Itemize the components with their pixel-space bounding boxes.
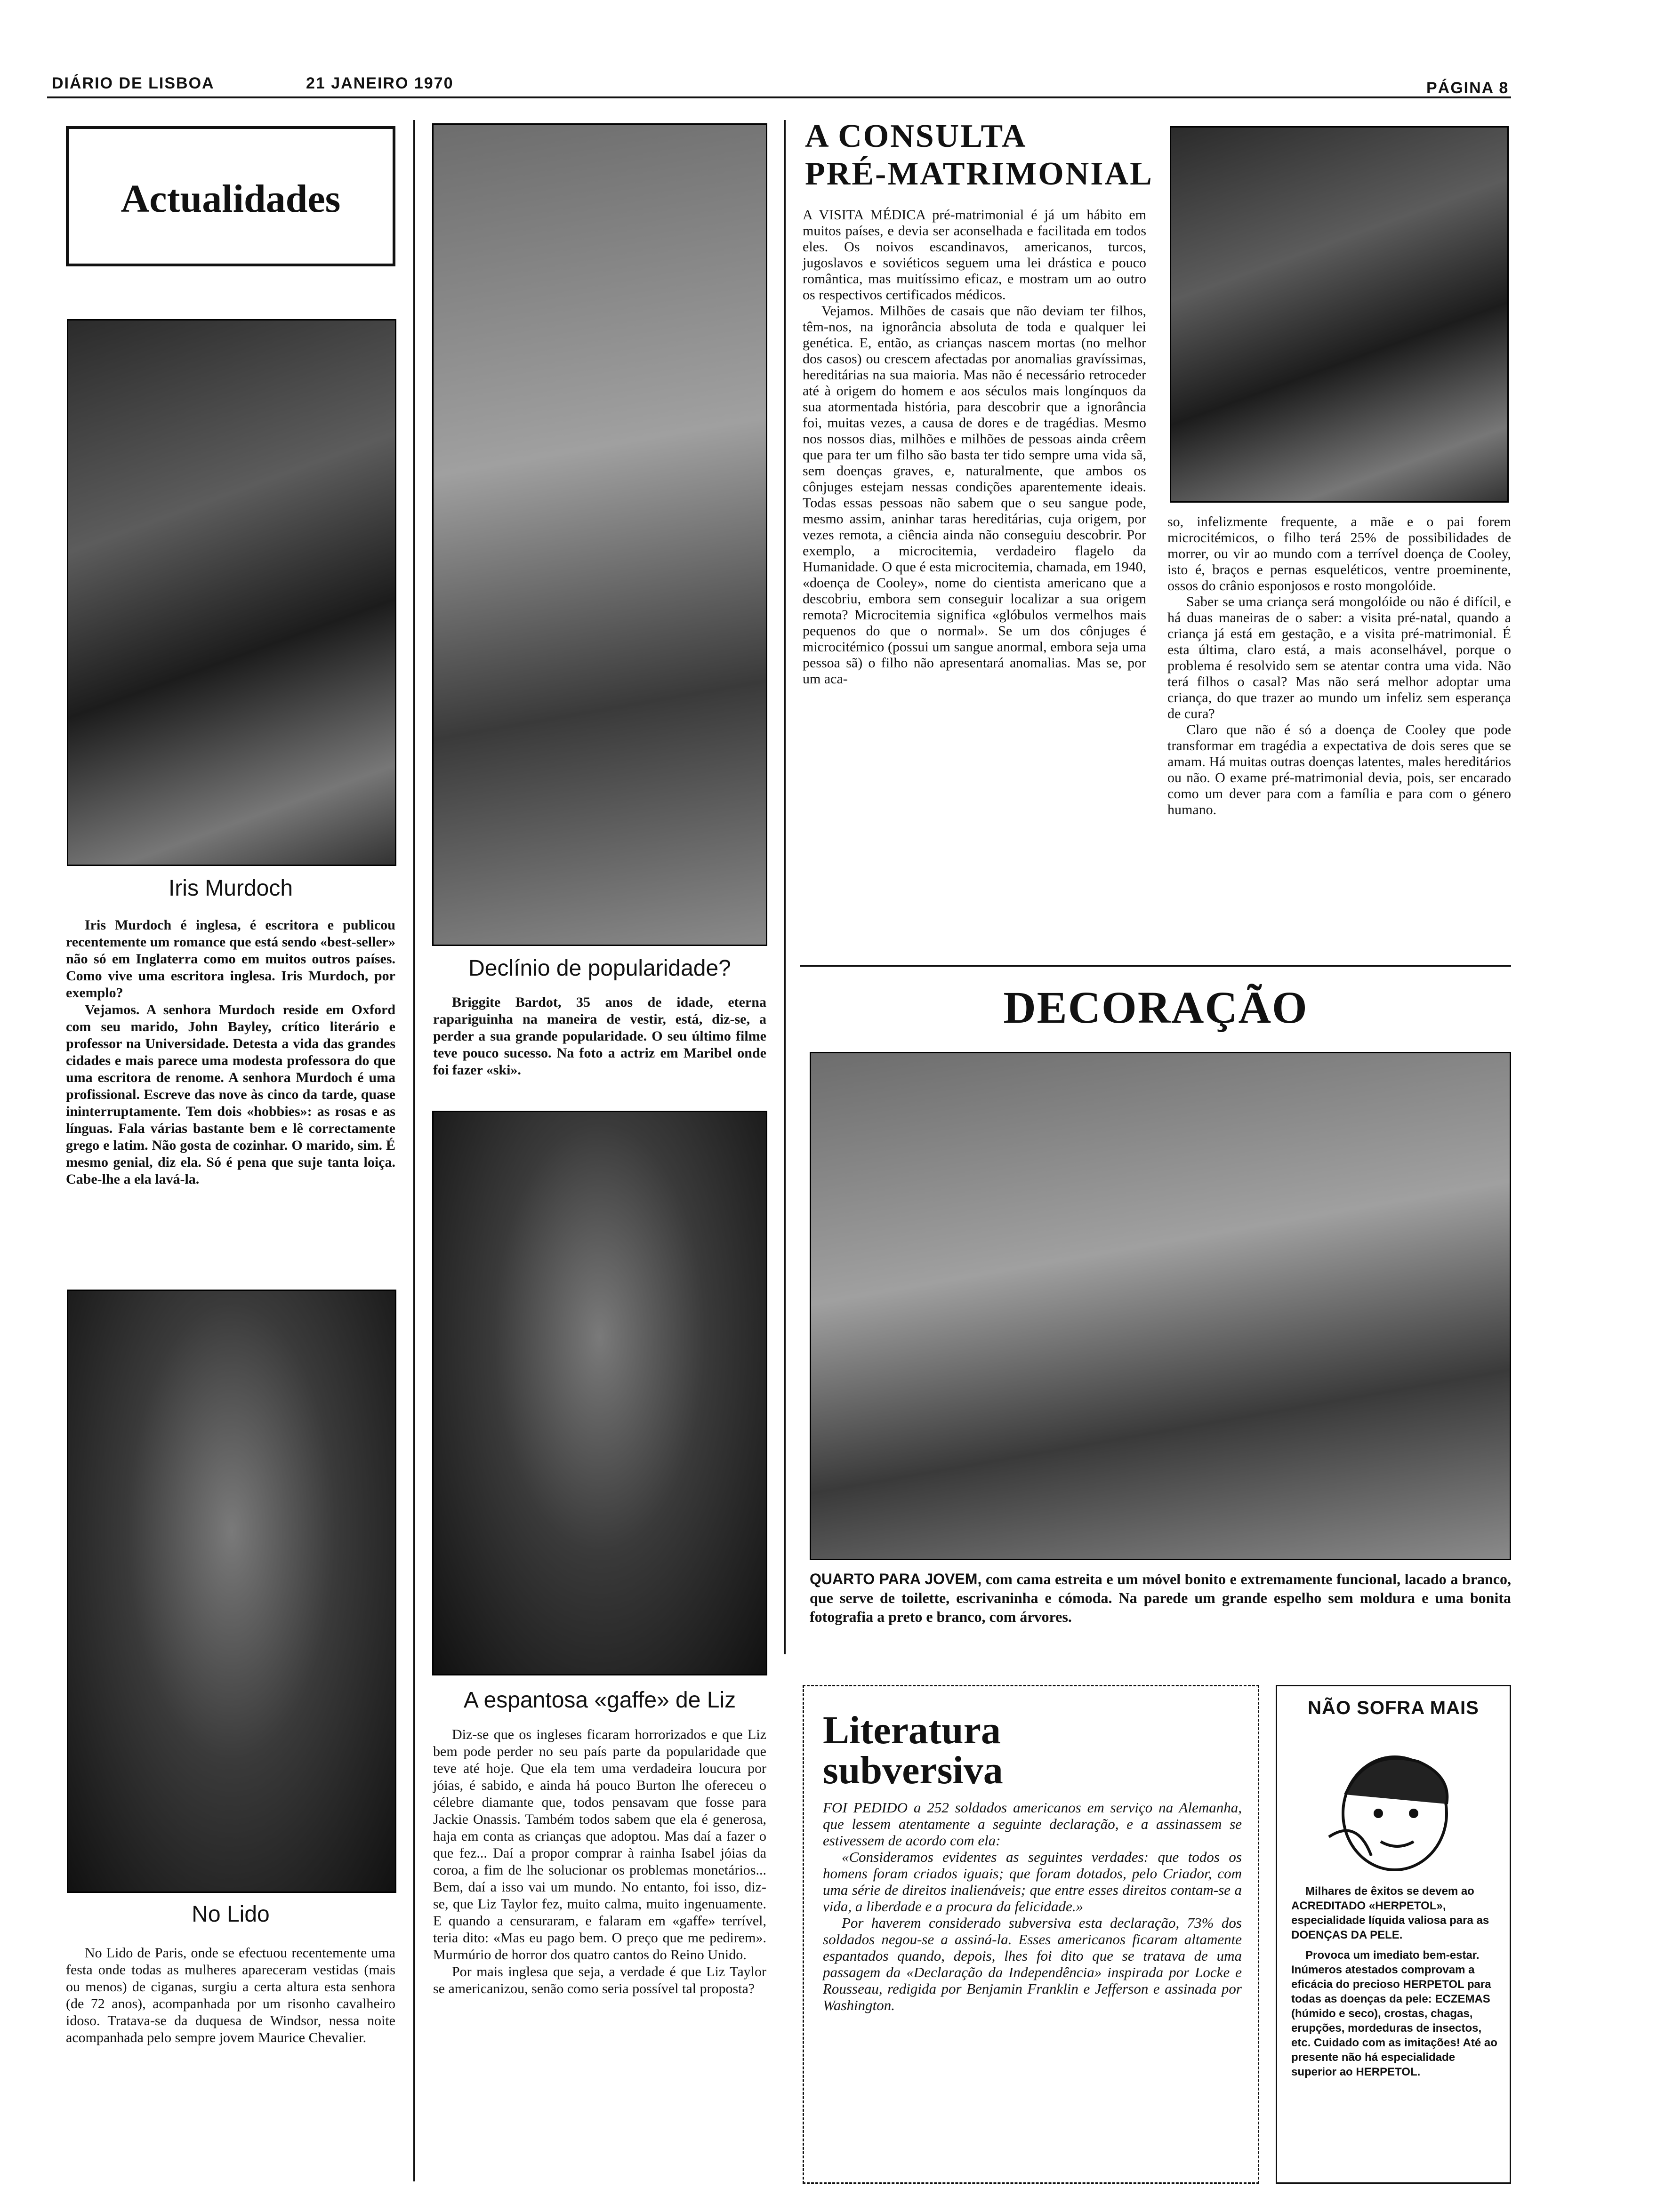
article-iris-murdoch xyxy=(66,917,395,1188)
decoracao-caption xyxy=(810,1570,1511,1626)
caption-bardot: Declínio de popularidade? xyxy=(468,956,731,981)
paragraph: Vejamos. A senhora Murdoch reside em Oxford com seu marido, John Bayley, crítico literário e professor na Universidade. Detesta a vida das grandes cidades e mais parece uma modesta professora do que uma escritora de renome. A senhora Murdoch é uma profissional. Escreve das nove às cinco da tarde, quase ininterruptamente. Tem dois «hobbies»: as rosas e as línguas. Fala várias bastante bem e lê correctamente grego e latim. Não gosta de cozinhar. O marido, sim. É mesmo genial, diz ela. Só é pena que suje tanta loiça. Cabe-lhe a ela lavá-la. xyxy=(66,1002,395,1187)
photo-liz-taylor xyxy=(432,1111,767,1675)
newspaper-name: DIÁRIO DE LISBOA xyxy=(52,74,215,92)
herpetol-ad xyxy=(1276,1685,1511,2184)
paragraph: so, infelizmente frequente, a mãe e o pai forem microcitémicos, o filho terá 25% de possibilidades de morrer, ou vir ao mundo com a terrível doença de Cooley, isto é, braços e pernas esqueléticos, ventre proeminente, ossos do crânio esponjosos e rosto mongolóide. xyxy=(1167,514,1511,593)
paragraph: Por mais inglesa que seja, a verdade é que Liz Taylor se americanizou, senão como seria possível tal proposta? xyxy=(433,1964,766,1996)
paragraph: Claro que não é só a doença de Cooley que pode transformar em tragédia a expectativa de dois seres que se amam. Há muitas outras doenças latentes, males hereditários ou não. O exame pré-matrimonial devia, pois, ser encarado como um dever para com a família e para com o género humano. xyxy=(1167,722,1511,817)
paragraph: Provoca um imediato bem-estar. Inúmeros atestados comprovam a eficácia do precioso HERPETOL para todas as doenças da pele: ECZEMAS (húmido e seco), crostas, chagas, erupções, mordeduras de insectos, etc. Cuidado com as imitações! Até ao presente não há especialidade superior ao HERPETOL. xyxy=(1291,1949,1497,2078)
literatura-box xyxy=(803,1685,1259,2184)
paragraph: FOI PEDIDO a 252 soldados americanos em serviço na Alemanha, que lessem atentamente a seguinte declaração, e a assinassem se estivessem de acordo com ela: xyxy=(823,1799,1242,1849)
paragraph: Diz-se que os ingleses ficaram horrorizados e que Liz bem pode perder no seu país parte da popularidade que teve até hoje. Que ela tem uma verdadeira loucura por jóias, é sabido, e ainda há pouco Burton lhe ofereceu o célebre diamante que, todos pensavam que fosse para Jackie Onassis. Também todos sabem que ela é generosa, haja em conta as crianças que adoptou. Mas daí a fazer o que fez... Daí a propor comprar à rainha Isabel jóias da coroa, a fim de lhe solucionar os problemas monetários... Bem, daí a isso vai um mundo. No entanto, foi isso, diz-se, que Liz Taylor fez, muito calma, muito ingenuamente. E quando a censuraram, e falaram em «gaffe» terrível, teria dito: «Mas eu pago bem. O preço que me pedirem». Murmúrio de horror dos quatro cantos do Reino Unido. xyxy=(433,1727,766,1963)
caption-bold: QUARTO PARA JOVEM, xyxy=(810,1571,982,1587)
section-title-box xyxy=(66,126,395,266)
photo-quarto-para-jovem xyxy=(810,1052,1511,1560)
section-rule-right xyxy=(800,965,1511,967)
photo-no-lido xyxy=(67,1290,396,1893)
paragraph: A VISITA MÉDICA pré-matrimonial é já um hábito em muitos países, e devia ser aconselhada e facilitada em todos eles. Os noivos escandinavos, americanos, turcos, jugoslavos e soviéticos seguem uma lei drástica e pouco romântica, mas muitíssimo eficaz, e mostram um ao outro os respectivos certificados médicos. xyxy=(803,207,1146,303)
caption-rest: com cama estreita e um móvel bonito e extremamente funcional, lacado a branco, que serve de toilette, escrivaninha e cómoda. Na parede um grande espelho sem moldura e uma bonita fotografia a preto e branco, com árvores. xyxy=(810,1571,1512,1625)
decoracao-title: DECORAÇÃO xyxy=(1003,982,1308,1033)
paragraph: Briggite Bardot, 35 anos de idade, eterna rapariguinha na maneira de vestir, está, diz-se, a perder a sua grande popularidade. O seu último filme teve pouco sucesso. Na foto a actriz em Maribel onde foi fazer «ski». xyxy=(433,994,766,1078)
literatura-title-line1: Literatura xyxy=(823,1708,1001,1752)
caption-no-lido: No Lido xyxy=(192,1902,270,1927)
article-no-lido xyxy=(66,1945,395,2046)
header-rule xyxy=(47,96,1511,98)
consulta-text-left xyxy=(803,207,1146,687)
column-rule-2 xyxy=(784,120,786,1654)
ad-text xyxy=(1291,1884,1498,2079)
caption-iris-murdoch: Iris Murdoch xyxy=(168,876,293,901)
paragraph: Por haverem considerado subversiva esta declaração, 73% dos soldados negou-se a assiná-la. Esses americanos ficaram altamente espantados quando, depois, lhes foi dito que se tratava de uma passagem da «Declaração da Independência» inspirada por Locke e Rousseau, redigida por Benjamin Franklin e Jefferson e assinada por Washington. xyxy=(823,1915,1242,2013)
paragraph: Milhares de êxitos se devem ao ACREDITADO «HERPETOL», especialidade líquida valiosa para as DOENÇAS DA PELE. xyxy=(1291,1885,1489,1941)
photo-consulta xyxy=(1170,126,1509,503)
caption-liz: A espantosa «gaffe» de Liz xyxy=(463,1688,736,1713)
page-number: PÁGINA 8 xyxy=(1426,79,1509,97)
literatura-text xyxy=(823,1799,1242,2013)
face-illustration-icon xyxy=(1301,1733,1489,1875)
photo-brigitte-bardot xyxy=(432,123,767,946)
consulta-text-right xyxy=(1167,514,1511,818)
consulta-title-line1: A CONSULTA xyxy=(805,118,1027,154)
column-rule-1 xyxy=(413,120,415,2181)
literatura-title-line2: subversiva xyxy=(823,1748,1003,1792)
article-liz xyxy=(433,1726,766,1997)
photo-iris-murdoch xyxy=(67,319,396,866)
paragraph: Vejamos. Milhões de casais que não deviam ter filhos, têm-nos, na ignorância absoluta de toda e qualquer lei genética. E, então, as crianças nascem mortas (no melhor dos casos) ou crescem afectadas por anomalias gravíssimas, hereditárias na sua maioria. Mas não é necessário retroceder até à origem do homem e aos séculos mais longínquos da sua atormentada história, para descobrir que a ignorância foi, muitas vezes, a causa de dores e de tragédias. Mesmo nos nossos dias, milhões e milhões de pessoas ainda crêem que para ter um filho são basta ter tido sempre uma vida sã, sem doenças graves, e, naturalmente, que ambos os cônjuges estejam nessas condições aparentemente ideais. Todas essas pessoas não sabem que o seu sangue pode, mesmo assim, aninhar taras hereditárias, cuja origem, por vezes remota, a ciência ainda não conseguiu descobrir. Por exemplo, a microcitemia, verdadeiro flagelo da Humanidade. O que é esta microcitemia, chamada, em 1940, «doença de Cooley», nome do cientista americano que a descobriu, embora sem conseguir localizar a sua origem remota? Microcitemia significa «glóbulos vermelhos mais pequenos do que o normal». Se um dos cônjuges é microcitémico (possui um sangue anormal, embora seja uma pessoa sã) o filho não apresentará anomalias. Mas se, por um aca- xyxy=(803,303,1146,687)
section-title: Actualidades xyxy=(121,177,341,221)
paragraph: No Lido de Paris, onde se efectuou recentemente uma festa onde todas as mulheres apareceram vestidas (mais ou menos) de ciganas, surgiu a certa altura esta senhora (de 72 anos), acompanhada por um risonho cavalheiro idoso. Tratava-se da duquesa de Windsor, nessa noite acompanhada pelo sempre jovem Maurice Chevalier. xyxy=(66,1945,395,2045)
ad-title: NÃO SOFRA MAIS xyxy=(1308,1698,1479,1718)
article-bardot xyxy=(433,994,766,1079)
paragraph: Saber se uma criança será mongolóide ou não é difícil, e há duas maneiras de o saber: a visita pré-natal, quando a criança já está em gestação, e a visita pré-matrimonial. É esta última, claro está, a mais aconselhável, porque o problema é resolvido sem se atentar contra uma vida. Não terá filhos o casal? Mas não será melhor adoptar uma criança, do que trazer ao mundo um infeliz sem esperança de cura? xyxy=(1167,594,1511,721)
paragraph: «Consideramos evidentes as seguintes verdades: que todos os homens foram criados iguais; que foram dotados, pelo Criador, com uma série de direitos inalienáveis; que entre esses direitos contam-se a vida, a liberdade e a procura da felicidade.» xyxy=(823,1849,1242,1915)
consulta-title-line2: PRÉ-MATRIMONIAL xyxy=(805,156,1153,192)
issue-date: 21 JANEIRO 1970 xyxy=(306,74,454,92)
paragraph: Iris Murdoch é inglesa, é escritora e publicou recentemente um romance que está sendo «best-seller» não só em Inglaterra como em muitos outros países. Como vive uma escritora inglesa. Iris Murdoch, por exemplo? xyxy=(66,917,395,1001)
